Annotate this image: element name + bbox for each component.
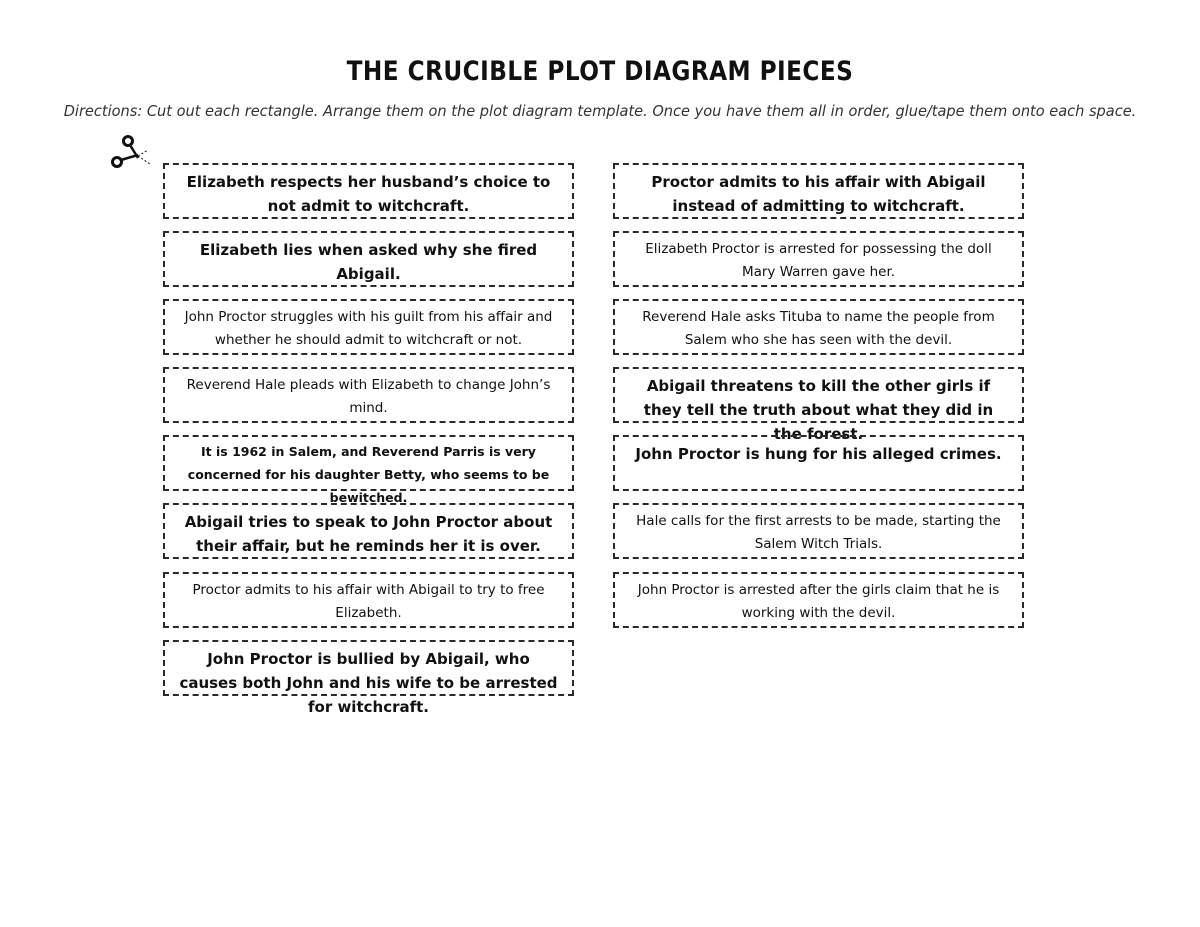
plot-card-text: Proctor admits to his affair with Abigail instead of admitting to witchcraft. — [651, 173, 986, 215]
plot-card-text: Hale calls for the first arrests to be made, starting the Salem Witch Trials. — [636, 513, 1001, 552]
plot-card[interactable] — [613, 299, 1024, 355]
plot-card[interactable] — [163, 231, 574, 287]
scissors-icon — [108, 134, 154, 174]
plot-card-text: Reverend Hale pleads with Elizabeth to change John’s mind. — [186, 377, 551, 416]
plot-card-text: John Proctor is arrested after the girls claim that he is working with the devil. — [637, 582, 1000, 621]
plot-card[interactable] — [613, 367, 1024, 443]
plot-card[interactable] — [163, 640, 574, 716]
plot-card-text: Elizabeth lies when asked why she fired Abigail. — [199, 241, 538, 283]
plot-card[interactable] — [163, 572, 574, 628]
plot-card[interactable] — [163, 299, 574, 355]
plot-card[interactable] — [613, 435, 1024, 491]
plot-card[interactable] — [613, 503, 1024, 559]
page-title: THE CRUCIBLE PLOT DIAGRAM PIECES — [346, 56, 854, 87]
plot-card-text: Elizabeth Proctor is arrested for possessing the doll Mary Warren gave her. — [645, 241, 992, 280]
plot-card[interactable] — [613, 231, 1024, 287]
plot-card-text: John Proctor is hung for his alleged crimes. — [635, 445, 1002, 463]
plot-card-text: Abigail tries to speak to John Proctor about their affair, but he reminds her it is over. — [184, 513, 553, 555]
plot-card[interactable] — [163, 435, 574, 505]
plot-card-text: Abigail threatens to kill the other girls if they tell the truth about what they did in the forest. — [643, 377, 994, 443]
plot-card-text: It is 1962 in Salem, and Reverend Parris is very concerned for his daughter Betty, who seems to be bewitched. — [187, 444, 550, 505]
plot-card[interactable] — [163, 163, 574, 219]
plot-card-text: Reverend Hale asks Tituba to name the people from Salem who she has seen with the devil. — [642, 309, 995, 348]
plot-card-text: Elizabeth respects her husband’s choice to not admit to witchcraft. — [186, 173, 551, 215]
plot-card-text: John Proctor is bullied by Abigail, who causes both John and his wife to be arrested for witchcraft. — [179, 650, 558, 716]
directions-text: Directions: Cut out each rectangle. Arrange them on the plot diagram template. Once you have them all in order, glue/tape them onto each space. — [63, 102, 1137, 120]
plot-card[interactable] — [163, 503, 574, 559]
plot-card-text: John Proctor struggles with his guilt from his affair and whether he should admit to witchcraft or not. — [184, 309, 553, 348]
plot-card[interactable] — [163, 367, 574, 423]
plot-card[interactable] — [613, 163, 1024, 219]
plot-card[interactable] — [613, 572, 1024, 628]
plot-card-text: Proctor admits to his affair with Abigail to try to free Elizabeth. — [192, 582, 545, 621]
